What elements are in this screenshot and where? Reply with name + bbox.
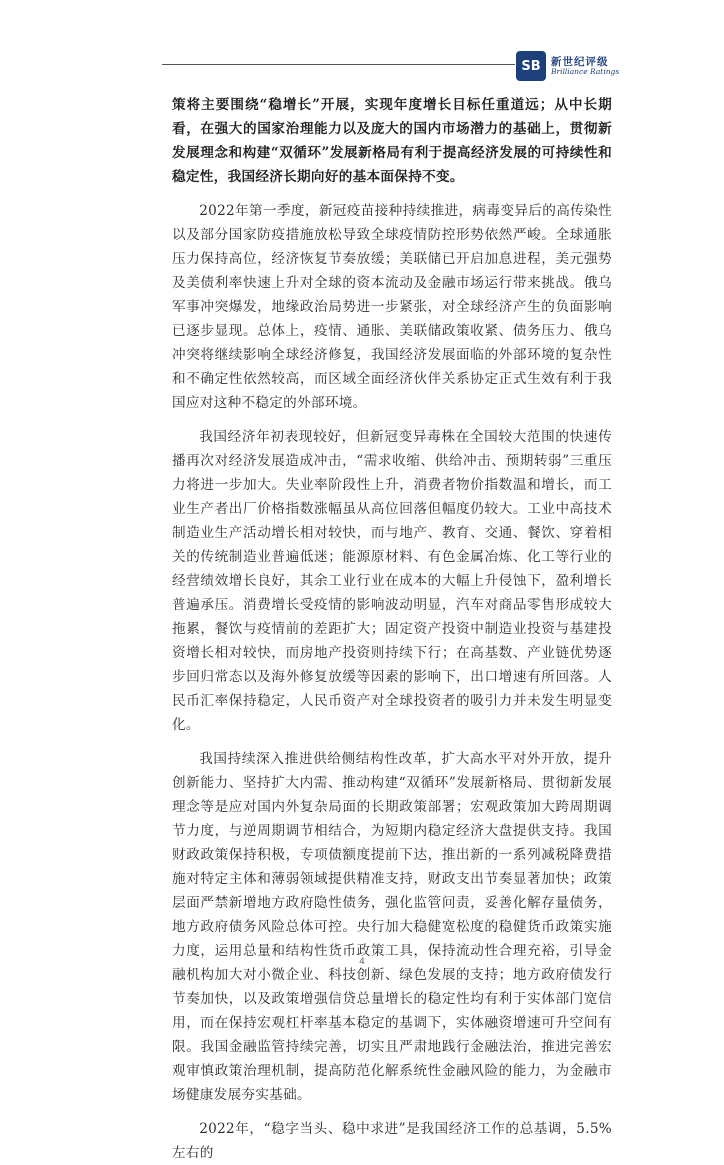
logo-english-name: Brilliance Ratings — [551, 66, 620, 76]
brand-logo — [516, 49, 636, 83]
page-number: 4 — [359, 957, 365, 967]
logo-text — [551, 57, 619, 76]
paragraph-policy: 我国持续深入推进供给侧结构性改革，扩大高水平对外开放，提升创新能力、坚持扩大内需、推动构建“双循环”发展新格局、贯彻新发展理念等是应对国内外复杂局面的长期政策部署；宏观政策加大跨周期调节力度，与逆周期调节相结合，为短期内稳定经济大盘提供支持。我国财政政策保持积极，专项债额度提前下达，推出新的一系列减税降费措施对特定主体和薄弱领域提供精准支持，财政支出节奏显著加快；政策层面严禁新增地方政府隐性债务，强化监管问责，妥善化解存量债务，地方政府债务风险总体可控。央行加大稳健宽松度的稳健货币政策实施力度，运用总量和结构性货币政策工具，保持流动性合理充裕，引导金融机构加大对小微企业、科技创新、绿色发展的支持；地方政府债发行节奏加快，以及政策增强信贷总量增长的稳定性均有利于实体部门宽信用，而在保持宏观杠杆率基本稳定的基调下，实体融资增速可升空间有限。我国金融监管持续完善，切实且严肃地践行金融法治，推进完善宏观审慎政策治理机制，提高防范化解系统性金融风险的能力，为金融市场健康发展夯实基础。 — [172, 751, 612, 1103]
paragraph-summary: 策将主要围绕“稳增长”开展，实现年度增长目标任重道远；从中长期看，在强大的国家治理能力以及庞大的国内市场潜力的基础上，贯彻新发展理念和构建“双循环”发展新格局有利于提高经济发展的可持续性和稳定性，我国经济长期向好的基本面保持不变。 — [172, 97, 612, 185]
body-text — [172, 93, 612, 1165]
paragraph-2022: 2022年，“稳字当头、稳中求进”是我国经济工作的总基调，5.5%左右的 — [172, 1121, 612, 1161]
logo-chinese-name: 新世纪评级 — [551, 55, 609, 68]
paragraph-global: 2022年第一季度，新冠疫苗接种持续推进，病毒变异后的高传染性以及部分国家防疫措施放松导致全球疫情防控形势依然严峻。全球通胀压力保持高位，经济恢复节奏放缓；美联储已开启加息进程，美元强势及美债利率快速上升对全球的资本流动及金融市场运行带来挑战。俄乌军事冲突爆发，地缘政治局势进一步紧张，对全球经济产生的负面影响已逐步显现。总体上，疫情、通胀、美联储政策收紧、债务压力、俄乌冲突将继续影响全球经济修复，我国经济发展面临的外部环境的复杂性和不确定性依然较高，而区域全面经济伙伴关系协定正式生效有利于我国应对这种不稳定的外部环境。 — [172, 203, 612, 411]
paragraph-domestic-economy: 我国经济年初表现较好，但新冠变异毒株在全国较大范围的快速传播再次对经济发展造成冲击，“需求收缩、供给冲击、预期转弱”三重压力将进一步加大。失业率阶段性上升，消费者物价指数温和增长，而工业生产者出厂价格指数涨幅虽从高位回落但幅度仍较大。工业中高技术制造业生产活动增长相对较快，而与地产、教育、交通、餐饮、穿着相关的传统制造业普遍低迷；能源原材料、有色金属冶炼、化工等行业的经营绩效增长良好，其余工业行业在成本的大幅上升侵蚀下，盈利增长普遍承压。消费增长受疫情的影响波动明显，汽车对商品零售形成较大拖累，餐饮与疫情前的差距扩大；固定资产投资中制造业投资与基建投资增长相对较快，而房地产投资则持续下行；在高基数、产业链优势逐步回归常态以及海外修复放缓等因素的影响下，出口增速有所回落。人民币汇率保持稳定，人民币资产对全球投资者的吸引力并未发生明显变化。 — [172, 429, 612, 733]
logo-mark-icon: SB — [516, 51, 546, 81]
header-rule — [162, 64, 515, 65]
